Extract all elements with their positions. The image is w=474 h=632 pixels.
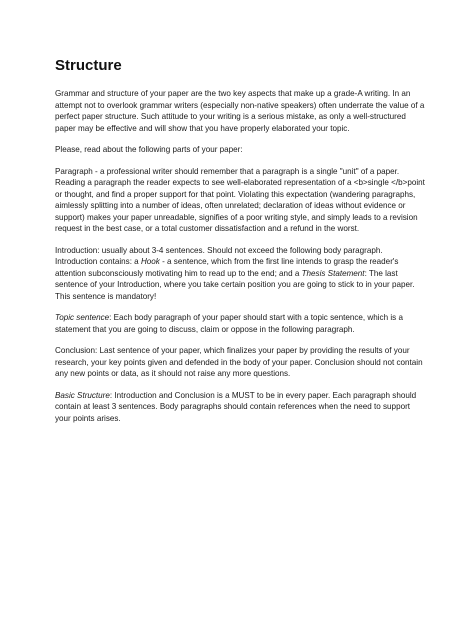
- topic-sentence-text: : Each body paragraph of your paper should start with a topic sentence, which is a statement that you are going to discuss, claim or oppose in the following paragraph.: [55, 313, 403, 334]
- paragraph-term: Paragraph: [55, 166, 93, 176]
- conclusion-text: : Last sentence of your paper, which finalizes your paper by providing the results of your research, your key points given and defended in the body of your paper. Conclusion should not contain any new points or data, as it should not raise any more questions.: [55, 346, 423, 378]
- basic-structure-text: : Introduction and Conclusion is a MUST to be in every paper. Each paragraph should contain at least 3 sentences. Body paragraphs should contain references when the need to support your points arises.: [55, 390, 417, 423]
- page-title: Structure: [55, 57, 122, 74]
- paragraph-section: [55, 166, 427, 235]
- read-about-line: Please, read about the following parts of your paper:: [55, 145, 243, 154]
- introduction-text-3: : The last sentence of your Introduction, where you take certain position you are going to stick to in your paper. This sentence is mandatory!: [55, 268, 415, 301]
- basic-structure-term: Basic Structure: [55, 390, 110, 400]
- paragraph-text: - a professional writer should remember that a paragraph is a single "unit" of a paper. Reading a paragraph the reader expects to see well-elaborated representation of a <b>single </b>point or thought, and find a proper support for that point. Violating this expectation (wandering paragraphs, aimlessly splitting into a number of ideas, often unrelated; declaration of ideas without evidence or support) makes your paper unreadable, signifies of a poor writing style, and simply leads to a revision request in the best case, or a total customer dissatisfaction and a refund in the worst.: [55, 166, 425, 233]
- document-content: [55, 56, 427, 434]
- conclusion-term: Conclusion: [55, 346, 96, 355]
- basic-structure-section: [55, 390, 427, 425]
- topic-sentence-term: Topic sentence: [55, 313, 110, 322]
- introduction-term: Introduction: [55, 245, 98, 255]
- introduction-section: [55, 245, 427, 303]
- introduction-text-1: : usually about 3-4 sentences. Should not exceed the following body paragraph. Introduction contains: a: [55, 245, 383, 266]
- thesis-term: Thesis Statement: [301, 268, 365, 278]
- intro-paragraph: Grammar and structure of your paper are the two key aspects that make up a grade-A writing. In an attempt not to overlook grammar writers (especially non-native speakers) often underrate the value of a perfect paper structure. Such attitude to your writing is a serious mistake, as only a well-structured paper may be effective and will show that you have properly elaborated your topic.: [55, 89, 425, 133]
- introduction-text-2: - a sentence, which from the first line intends to grasp the reader's attention subconsciously motivating him to read up to the end; and a: [55, 257, 399, 278]
- hook-term: Hook: [140, 257, 160, 266]
- topic-sentence-section: [55, 312, 427, 335]
- conclusion-section: [55, 345, 427, 380]
